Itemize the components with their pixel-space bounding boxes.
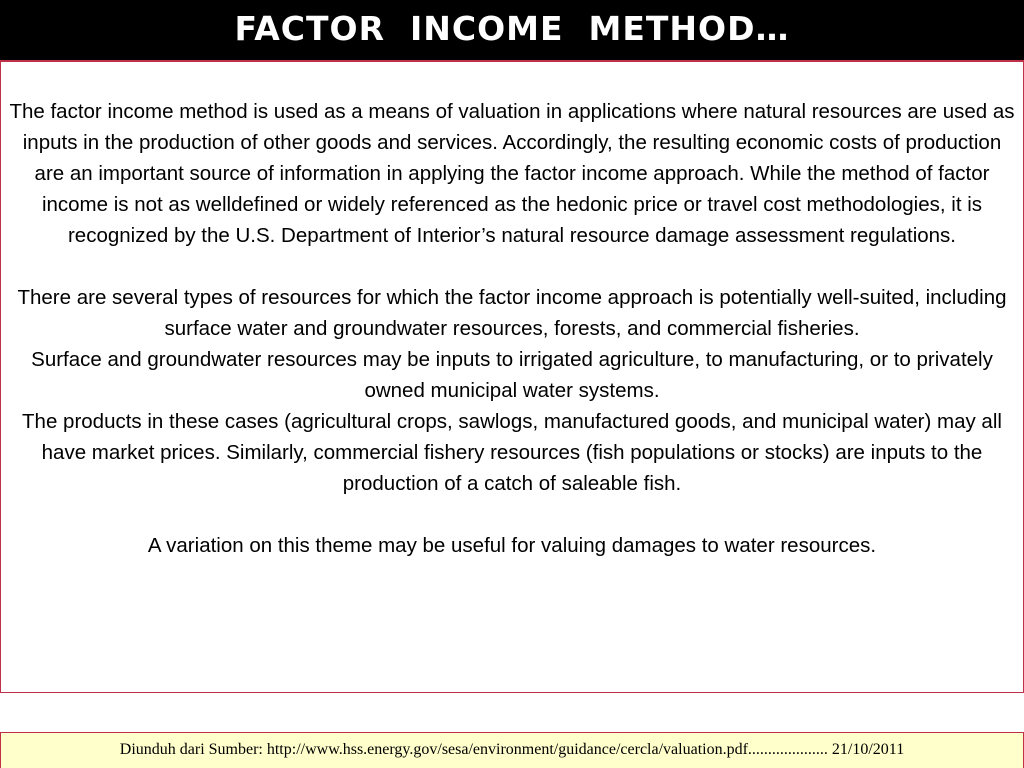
paragraph-variation: A variation on this theme may be useful for valuing damages to water resources. xyxy=(147,534,877,557)
paragraph-resource-types: There are several types of resources for which the factor income approach is potentially well-suited, including surface water and groundwater resources, forests, and commercial fisheries. xyxy=(17,286,1007,340)
paragraph-market-prices: The products in these cases (agricultural crops, sawlogs, manufactured goods, and municipal water) may all have market prices. Similarly, commercial fishery resources (fish populations or stocks) are inputs to the production of a catch of saleable fish. xyxy=(22,410,1002,495)
paragraph-gap xyxy=(9,251,1015,282)
content-box xyxy=(0,62,1024,693)
paragraph-gap xyxy=(9,499,1015,530)
slide-title: FACTOR INCOME METHOD… xyxy=(234,8,790,48)
source-citation: Diunduh dari Sumber: http://www.hss.energy.gov/sesa/environment/guidance/cercla/valuation.pdf.................... 21/10/2011 xyxy=(119,741,905,758)
paragraph-water-inputs: Surface and groundwater resources may be inputs to irrigated agriculture, to manufacturing, or to privately owned municipal water systems. xyxy=(31,348,993,402)
paragraph-factor-income-definition: The factor income method is used as a means of valuation in applications where natural resources are used as inputs in the production of other goods and services. Accordingly, the resulting economic costs of production are an important source of information in applying the factor income approach. While the method of factor income is not as welldefined or widely referenced as the hedonic price or travel cost methodologies, it is recognized by the U.S. Department of Interior’s natural resource damage assessment regulations. xyxy=(9,100,1015,247)
source-bar xyxy=(0,732,1024,768)
title-bar xyxy=(0,0,1024,62)
